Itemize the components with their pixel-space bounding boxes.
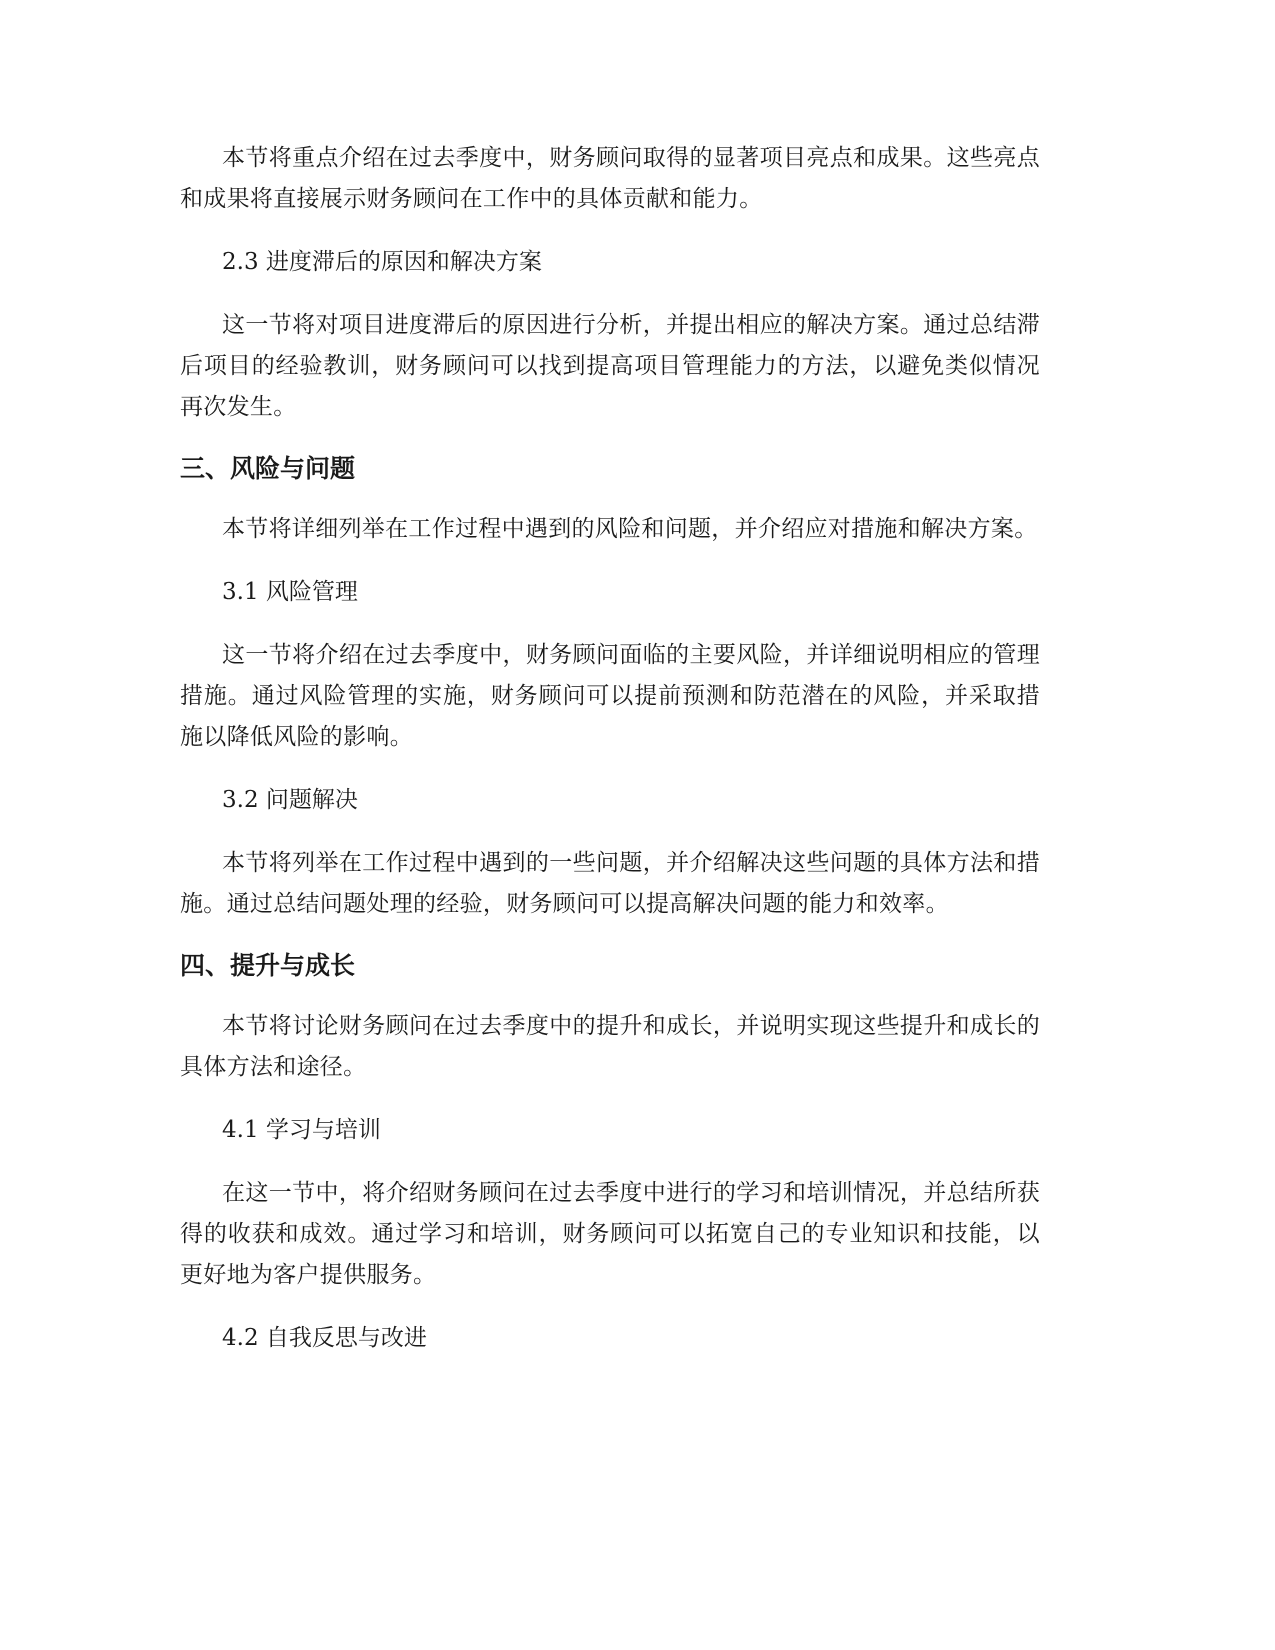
paragraph-delay-analysis: 这一节将对项目进度滞后的原因进行分析，并提出相应的解决方案。通过总结滞后项目的经验教训，财务顾问可以找到提高项目管理能力的方法，以避免类似情况再次发生。 bbox=[180, 312, 1040, 420]
subheading-4-2: 4.2 自我反思与改进 bbox=[222, 1325, 427, 1351]
subheading-3-2: 3.2 问题解决 bbox=[222, 787, 358, 813]
paragraph-risks-intro: 本节将详细列举在工作过程中遇到的风险和问题，并介绍应对措施和解决方案。 bbox=[222, 516, 1038, 542]
paragraph-growth-intro: 本节将讨论财务顾问在过去季度中的提升和成长，并说明实现这些提升和成长的具体方法和途径。 bbox=[180, 1013, 1040, 1080]
paragraph-problem-solving: 本节将列举在工作过程中遇到的一些问题，并介绍解决这些问题的具体方法和措施。通过总结问题处理的经验，财务顾问可以提高解决问题的能力和效率。 bbox=[180, 850, 1040, 917]
subheading-4-1: 4.1 学习与培训 bbox=[222, 1117, 381, 1143]
paragraph-risk-management: 这一节将介绍在过去季度中，财务顾问面临的主要风险，并详细说明相应的管理措施。通过风险管理的实施，财务顾问可以提前预测和防范潜在的风险，并采取措施以降低风险的影响。 bbox=[180, 642, 1040, 750]
section-heading-3: 三、风险与问题 bbox=[180, 454, 356, 483]
section-heading-4: 四、提升与成长 bbox=[180, 951, 356, 980]
subheading-2-3: 2.3 进度滞后的原因和解决方案 bbox=[222, 249, 542, 275]
document-page bbox=[180, 138, 1040, 1359]
subheading-3-1: 3.1 风险管理 bbox=[222, 579, 358, 605]
paragraph-learning-training: 在这一节中，将介绍财务顾问在过去季度中进行的学习和培训情况，并总结所获得的收获和成效。通过学习和培训，财务顾问可以拓宽自己的专业知识和技能，以更好地为客户提供服务。 bbox=[180, 1180, 1040, 1288]
paragraph-highlights: 本节将重点介绍在过去季度中，财务顾问取得的显著项目亮点和成果。这些亮点和成果将直接展示财务顾问在工作中的具体贡献和能力。 bbox=[180, 145, 1040, 212]
